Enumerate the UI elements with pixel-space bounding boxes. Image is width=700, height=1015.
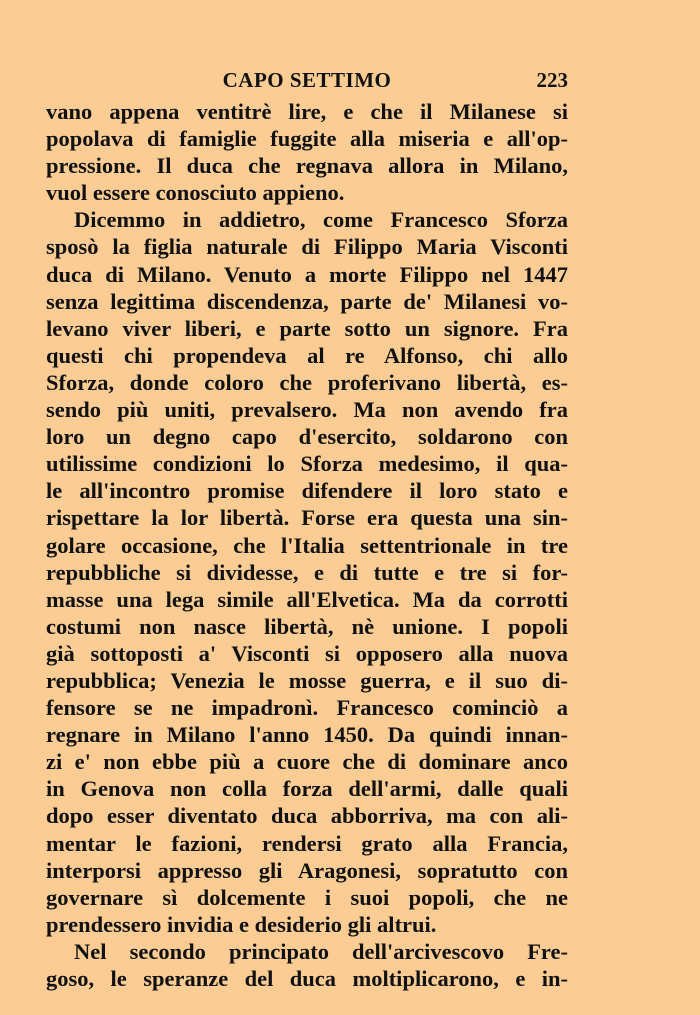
text-line: dopo esser diventato duca abborriva, ma con ali- <box>46 803 568 829</box>
text-line: masse una lega simile all'Elvetica. Ma da corrotti <box>46 586 568 612</box>
text-line: vano appena ventitrè lire, e che il Milanese si <box>46 99 568 124</box>
text-line: Nel secondo principato dell'arcivescovo Fre- <box>74 938 568 964</box>
text-line: interporsi appresso gli Aragonesi, sopratutto con <box>46 857 568 883</box>
text-line: sendo più uniti, prevalsero. Ma non avendo fra <box>46 397 568 423</box>
text-line: duca di Milano. Venuto a morte Filippo nel 1447 <box>46 261 568 287</box>
text-line: goso, le speranze del duca moltiplicarono, e in- <box>46 966 568 991</box>
text-line: prendessero invidia e desiderio gli altrui. <box>46 911 437 937</box>
text-line: zi e' non ebbe più a cuore che di dominare anco <box>46 749 568 775</box>
text-line: mentar le fazioni, rendersi grato alla Francia, <box>46 830 568 856</box>
text-line: vuol essere conosciuto appieno. <box>46 180 345 206</box>
text-line: questi chi propendeva al re Alfonso, chi allo <box>46 342 568 368</box>
text-line: Sforza, donde coloro che proferivano libertà, es- <box>46 369 568 395</box>
text-line: le all'incontro promise difendere il loro stato e <box>46 478 568 504</box>
text-line: già sottoposti a' Visconti si opposero alla nuova <box>46 640 568 666</box>
text-line: sposò la figlia naturale di Filippo Maria Visconti <box>46 234 568 260</box>
text-line: levano viver liberi, e parte sotto un signore. Fra <box>46 315 568 341</box>
text-line: rispettare la lor libertà. Forse era questa una sin- <box>46 505 568 531</box>
text-line: loro un degno capo d'esercito, soldarono con <box>46 424 568 450</box>
text-line: utilissime condizioni lo Sforza medesimo, il qua- <box>46 451 568 477</box>
body-text <box>46 98 568 992</box>
text-line: golare occasione, che l'Italia settentrionale in tre <box>46 532 568 558</box>
text-line: regnare in Milano l'anno 1450. Da quindi innan- <box>46 722 568 748</box>
running-title: CAPO SETTIMO <box>222 68 392 92</box>
page-number: 223 <box>536 68 568 92</box>
text-line: repubbliche si dividesse, e di tutte e tre si for- <box>46 559 568 585</box>
text-line: costumi non nasce libertà, nè unione. I popoli <box>46 613 568 639</box>
text-line: fensore se ne impadronì. Francesco cominciò a <box>46 695 568 721</box>
page-header <box>46 68 568 92</box>
text-line: governare sì dolcemente i suoi popoli, che ne <box>46 884 568 910</box>
text-line: pressione. Il duca che regnava allora in Milano, <box>46 153 568 179</box>
text-line: Dicemmo in addietro, come Francesco Sforza <box>74 207 568 233</box>
text-line: popolava di famiglie fuggite alla miseria e all'op- <box>46 126 568 152</box>
text-line: in Genova non colla forza dell'armi, dalle quali <box>46 776 568 802</box>
text-line: senza legittima discendenza, parte de' Milanesi vo- <box>46 288 568 314</box>
text-line: repubblica; Venezia le mosse guerra, e il suo di- <box>46 667 568 693</box>
